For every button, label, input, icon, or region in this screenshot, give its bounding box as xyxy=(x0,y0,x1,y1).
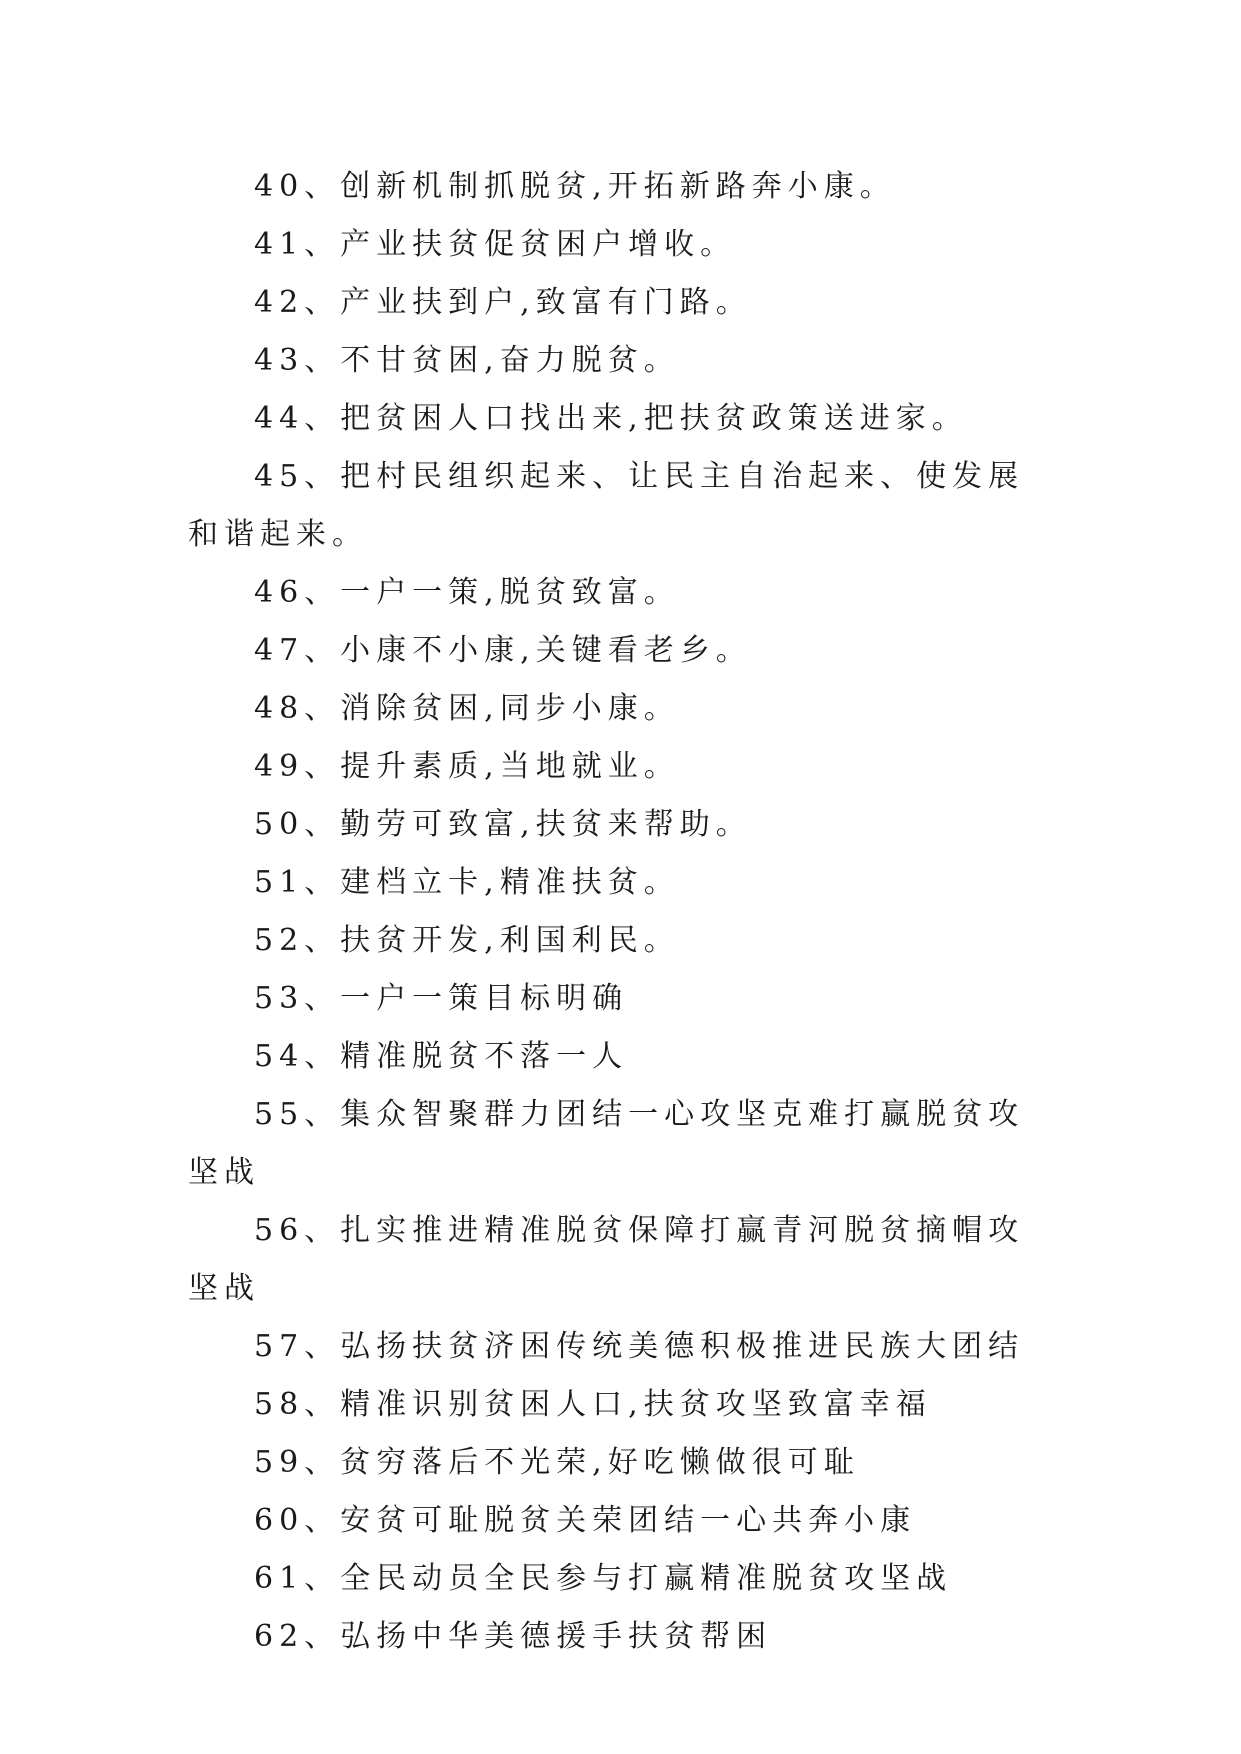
list-item: 44、把贫困人口找出来,把扶贫政策送进家。 xyxy=(254,401,968,436)
list-item: 53、一户一策目标明确 xyxy=(254,981,629,1016)
list-item: 61、全民动员全民参与打赢精准脱贫攻坚战 xyxy=(254,1561,953,1596)
slogan-list xyxy=(188,158,1058,1666)
list-item: 58、精准识别贫困人口,扶贫攻坚致富幸福 xyxy=(254,1387,932,1422)
list-item: 49、提升素质,当地就业。 xyxy=(254,749,680,784)
list-item: 51、建档立卡,精准扶贫。 xyxy=(254,865,680,900)
list-item: 47、小康不小康,关键看老乡。 xyxy=(254,633,752,668)
list-item: 56、扎实推进精准脱贫保障打赢青河脱贫摘帽攻坚战 xyxy=(188,1213,1025,1306)
list-item: 62、弘扬中华美德援手扶贫帮困 xyxy=(254,1619,773,1654)
list-item: 40、创新机制抓脱贫,开拓新路奔小康。 xyxy=(254,169,896,204)
list-item: 59、贫穷落后不光荣,好吃懒做很可耻 xyxy=(254,1445,860,1480)
list-item: 50、勤劳可致富,扶贫来帮助。 xyxy=(254,807,752,842)
list-item: 45、把村民组织起来、让民主自治起来、使发展和谐起来。 xyxy=(188,459,1025,552)
list-item: 52、扶贫开发,利国利民。 xyxy=(254,923,680,958)
list-item: 46、一户一策,脱贫致富。 xyxy=(254,575,680,610)
list-item: 55、集众智聚群力团结一心攻坚克难打赢脱贫攻坚战 xyxy=(188,1097,1025,1190)
list-item: 54、精准脱贫不落一人 xyxy=(254,1039,629,1074)
list-item: 48、消除贫困,同步小康。 xyxy=(254,691,680,726)
list-item: 57、弘扬扶贫济困传统美德积极推进民族大团结 xyxy=(254,1329,1025,1364)
list-item: 43、不甘贫困,奋力脱贫。 xyxy=(254,343,680,378)
list-item: 42、产业扶到户,致富有门路。 xyxy=(254,285,752,320)
list-item: 41、产业扶贫促贫困户增收。 xyxy=(254,227,737,262)
list-item: 60、安贫可耻脱贫关荣团结一心共奔小康 xyxy=(254,1503,917,1538)
